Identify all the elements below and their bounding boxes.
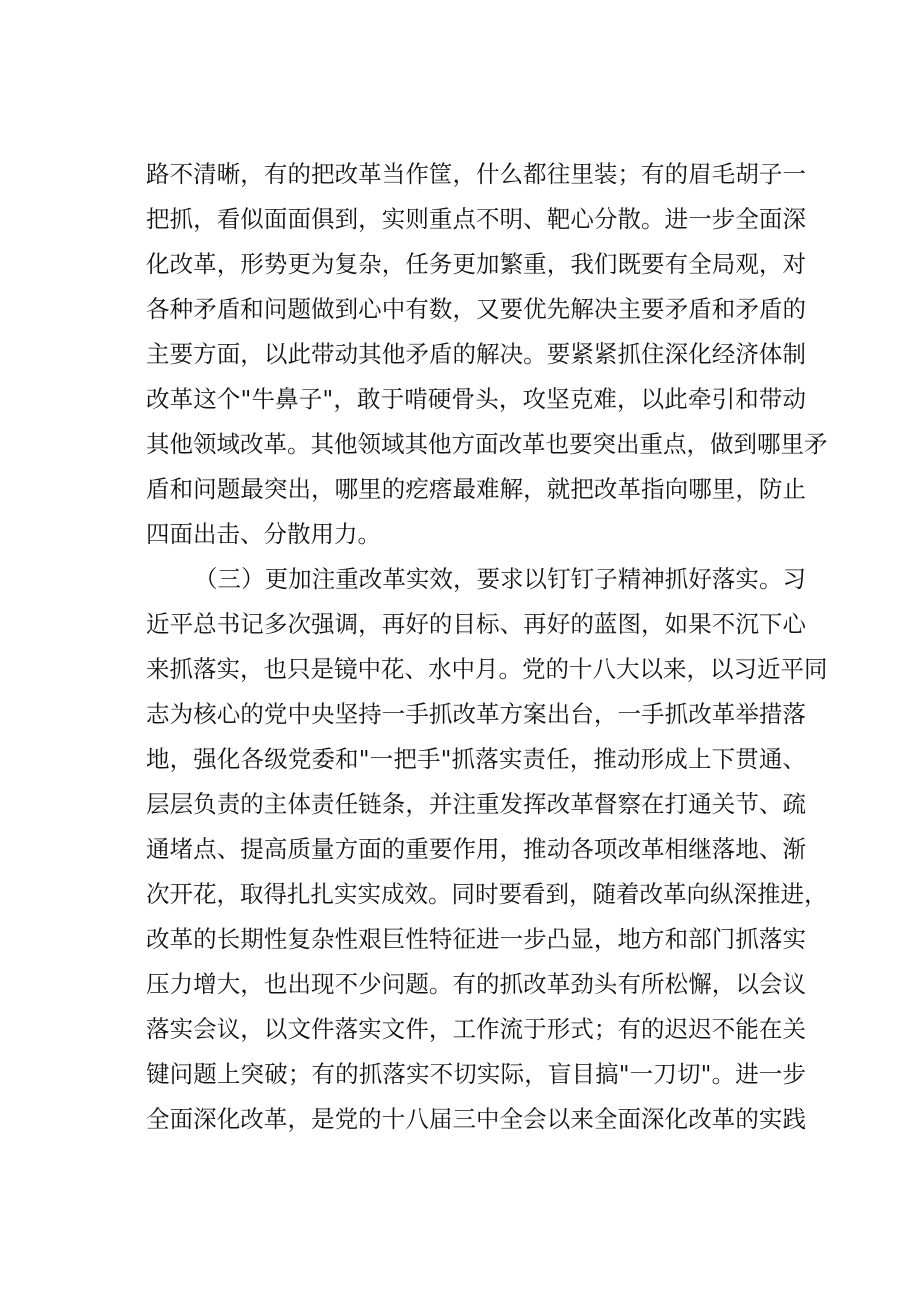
text-line: 压力增大，也出现不少问题。有的抓改革劲头有所松懈，以会议 (146, 970, 806, 998)
text-line: 把抓，看似面面俱到，实则重点不明、靶心分散。进一步全面深 (146, 205, 806, 233)
text-line: 主要方面，以此带动其他矛盾的解决。要紧紧抓住深化经济体制 (146, 340, 806, 368)
text-line: 次开花，取得扎扎实实成效。同时要看到，随着改革向纵深推进， (146, 880, 828, 908)
text-line: 落实会议，以文件落实文件，工作流于形式；有的迟迟不能在关 (146, 1015, 806, 1043)
text-line: 地，强化各级党委和"一把手"抓落实责任，推动形成上下贯通、 (146, 745, 806, 773)
text-line: 键问题上突破；有的抓落实不切实际，盲目搞"一刀切"。进一步 (146, 1060, 806, 1088)
text-line: 全面深化改革，是党的十八届三中全会以来全面深化改革的实践 (146, 1105, 806, 1133)
text-line: 改革的长期性复杂性艰巨性特征进一步凸显，地方和部门抓落实 (146, 925, 806, 953)
paragraph-1 (146, 152, 828, 557)
text-line: 层层负责的主体责任链条，并注重发挥改革督察在打通关节、疏 (146, 790, 806, 818)
text-line: 改革这个"牛鼻子"，敢于啃硬骨头，攻坚克难，以此牵引和带动 (146, 385, 806, 413)
text-line: 盾和问题最突出，哪里的疙瘩最难解，就把改革指向哪里，防止 (146, 475, 806, 503)
document-body (146, 152, 828, 1142)
text-line: 通堵点、提高质量方面的重要作用，推动各项改革相继落地、渐 (146, 835, 806, 863)
text-line: 四面出击、分散用力。 (146, 520, 381, 548)
paragraph-2 (146, 557, 828, 1142)
text-line: 化改革，形势更为复杂，任务更加繁重，我们既要有全局观，对 (146, 250, 806, 278)
text-line: 各种矛盾和问题做到心中有数，又要优先解决主要矛盾和矛盾的 (146, 295, 806, 323)
text-line: 志为核心的党中央坚持一手抓改革方案出台，一手抓改革举措落 (146, 700, 806, 728)
text-line: 来抓落实，也只是镜中花、水中月。党的十八大以来，以习近平同 (146, 655, 828, 683)
text-line: （三）更加注重改革实效，要求以钉钉子精神抓好落实。习 (194, 565, 806, 593)
text-line: 近平总书记多次强调，再好的目标、再好的蓝图，如果不沉下心 (146, 610, 806, 638)
text-line: 路不清晰，有的把改革当作筐，什么都往里装；有的眉毛胡子一 (146, 160, 806, 188)
text-line: 其他领域改革。其他领域其他方面改革也要突出重点，做到哪里矛 (146, 430, 828, 458)
